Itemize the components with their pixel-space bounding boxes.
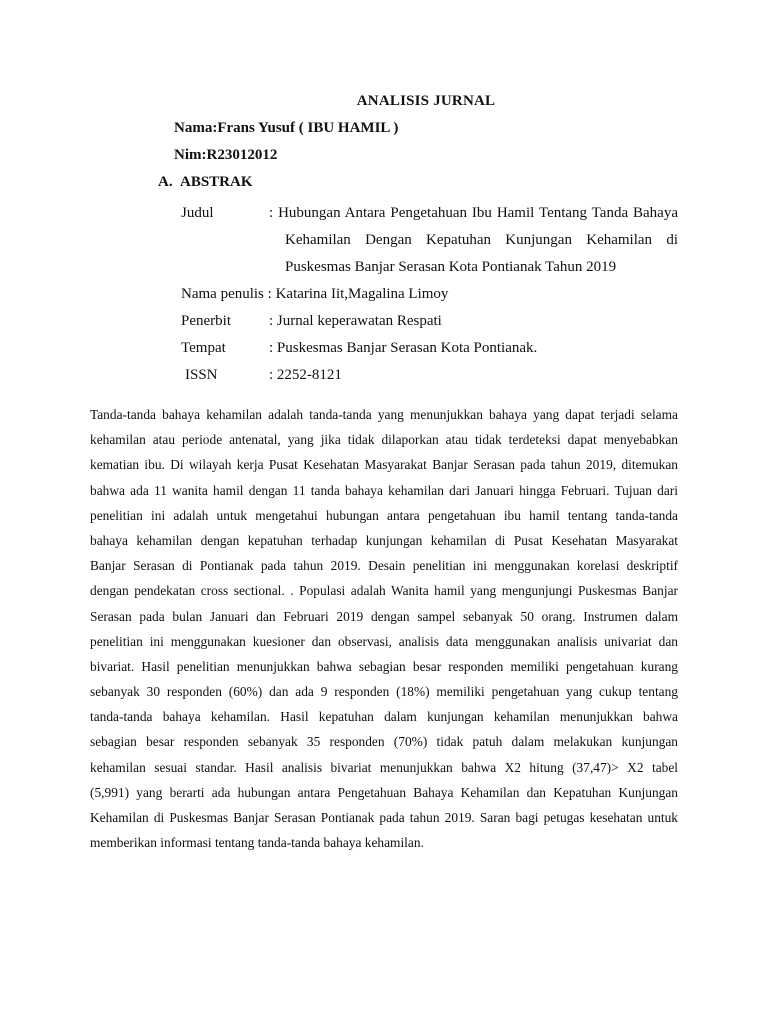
student-id-line: Nim:R23012012 [174,147,278,163]
abstract-line: (5,991) yang berarti ada hubungan antara Pengetahuan Bahaya Kehamilan dan Kepatuhan Kunjungan [90,784,678,800]
meta-penulis-label [181,281,448,308]
meta-judul-label: Judul [181,205,214,221]
meta-issn-label: ISSN [185,367,218,383]
abstract-line: kehamilan atau periode antenatal, yang jika tidak dilaporkan atau tidak terdeteksi dapat menyebabkan [90,432,678,448]
section-title: ABSTRAK [180,174,253,190]
meta-penerbit-value: : Jurnal keperawatan Respati [269,313,442,329]
abstract-line: Tanda-tanda bahaya kehamilan adalah tanda-tanda yang menunjukkan bahaya yang dapat terjadi selama [90,407,678,422]
abstract-line: Kehamilan di Puskesmas Banjar Serasan Pontianak pada tahun 2019. Saran bagi petugas kesehatan untuk [90,810,678,825]
meta-judul-value [269,200,678,281]
judul-line: Puskesmas Banjar Serasan Kota Pontianak Tahun 2019 [285,259,617,275]
abstract-line: sebanyak 30 responden (60%) dan ada 9 responden (18%) memiliki pengetahuan yang cukup tentang [90,684,678,700]
abstract-line: memberikan informasi tentang tanda-tanda bahaya kehamilan. [90,835,424,851]
meta-tempat-label: Tempat [181,340,226,356]
abstract-paragraph [90,402,678,855]
abstract-line: penelitian ini adalah untuk mengetahui hubungan antara pengetahuan ibu hamil tentang tanda-tanda [90,507,678,523]
abstract-line: bahwa ada 11 wanita hamil dengan 11 tanda bahaya kehamilan dari Januari hingga Februari. Tujuan dari [90,482,678,498]
author-name-line: Nama:Frans Yusuf ( IBU HAMIL ) [174,120,399,136]
penulis-value-text: : Katarina Iit,Magalina Limoy [267,286,449,302]
judul-line: : Hubungan Antara Pengetahuan Ibu Hamil Tentang Tanda Bahaya [269,205,678,221]
penulis-label-text: Nama penulis [181,286,264,302]
abstract-line: kehamilan sesuai standar. Hasil analisis bivariat menunjukkan bahwa X2 hitung (37,47)> X2 tabel [90,759,678,775]
meta-penerbit-label: Penerbit [181,313,231,329]
abstract-line: kematian ibu. Di wilayah kerja Pusat Kesehatan Masyarakat Banjar Serasan pada tahun 2019, ditemukan [90,457,678,473]
abstract-line: penelitian ini menggunakan kuesioner dan observasi, analisis data menggunakan analisis univariat dan [90,633,678,649]
abstract-line: tanda-tanda bahaya kehamilan. Hasil kepatuhan dalam kunjungan kehamilan menunjukkan bahwa [90,709,678,725]
abstract-line: bahaya kehamilan dengan kepatuhan terhadap kunjungan kehamilan di Pusat Kesehatan Masyarakat [90,532,678,548]
abstract-line: bivariat. Hasil penelitian menunjukkan bahwa sebagian besar responden memiliki pengetahuan kurang [90,658,678,674]
abstract-line: Banjar Serasan di Pontianak pada tahun 2019. Desain penelitian ini menggunakan korelasi deskriptif [90,558,678,574]
abstract-line: Serasan pada bulan Januari dan Februari 2019 dengan sampel sebanyak 50 orang. Instrumen dalam [90,608,678,624]
abstract-line: sebagian besar responden sebanyak 35 responden (70%) tidak patuh dalam melakukan kunjungan [90,734,678,750]
judul-line: Kehamilan Dengan Kepatuhan Kunjungan Kehamilan di [285,232,678,248]
section-heading [158,174,253,191]
document-title: ANALISIS JURNAL [356,93,496,109]
meta-issn-value: : 2252-8121 [269,367,342,383]
abstract-line: dengan pendekatan cross sectional. . Populasi adalah Wanita hamil yang mengunjungi Puskesmas Banjar [90,583,678,599]
section-letter: A. [158,174,173,190]
meta-tempat-value: : Puskesmas Banjar Serasan Kota Pontianak. [269,340,538,356]
